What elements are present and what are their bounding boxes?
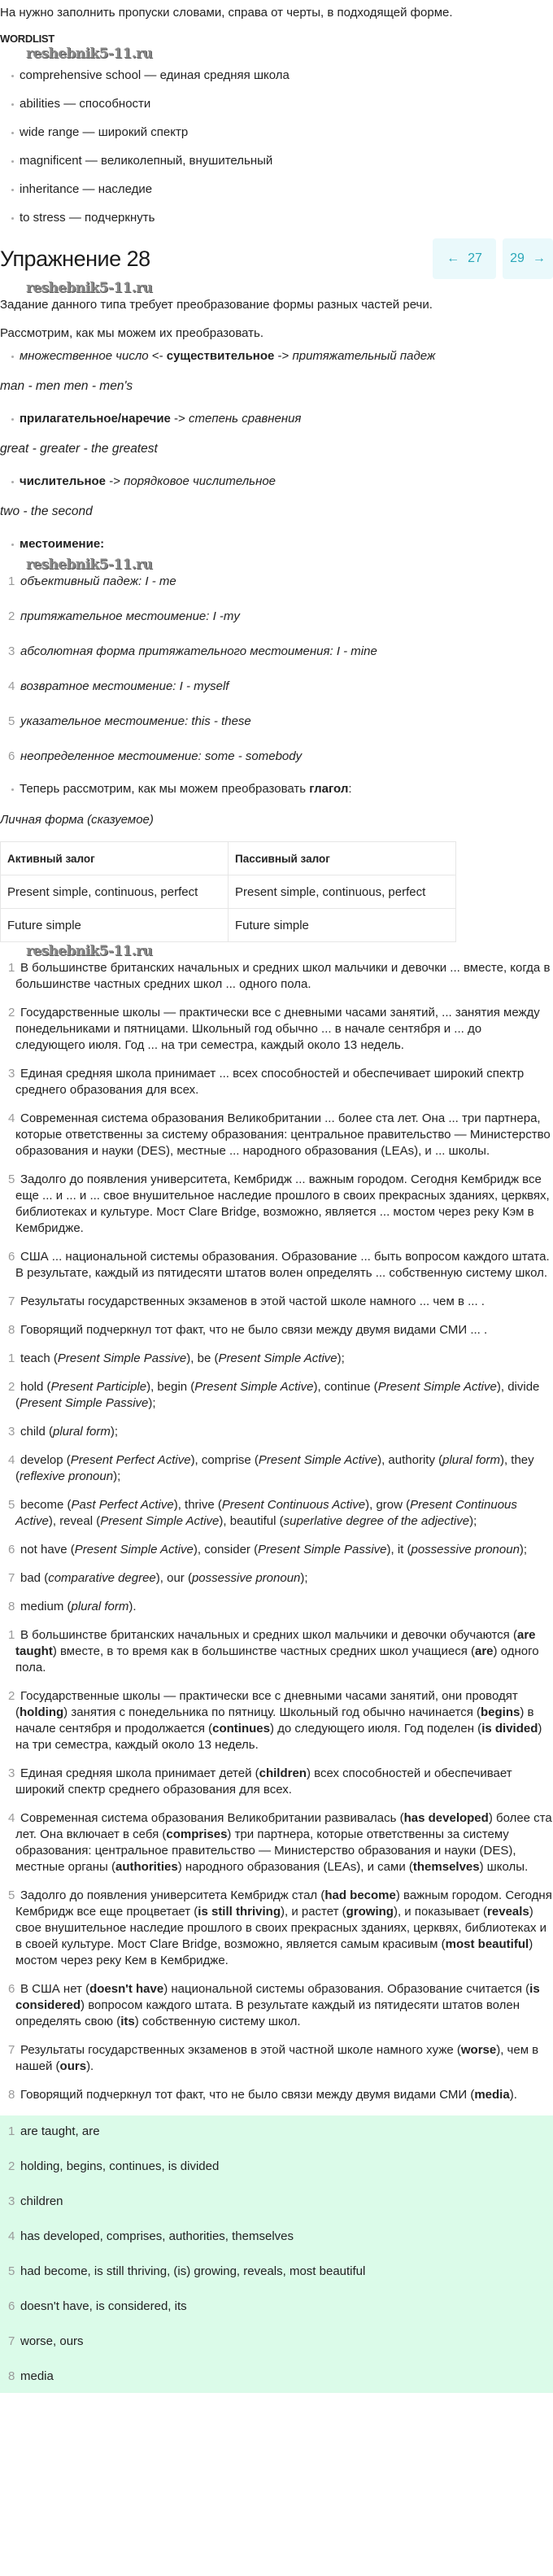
italic-text: порядковое числительное [124,474,276,488]
list-item [0,2042,553,2075]
list-item [0,1810,553,1875]
italic-text: Present Participle [50,1380,147,1394]
text: Результаты государственных экзаменов в этой частой школе намного ... чем в ... . [20,1295,485,1308]
text: ), authority ( [377,1453,443,1467]
list-item [0,1351,553,1367]
text: ) занятия с понедельника по пятницу. Школьный год обычно начинается ( [63,1705,481,1719]
grammar-rule [0,474,553,490]
item-number: 8 [8,1323,15,1337]
list-item [0,1172,553,1237]
task-description: Задание данного типа требует преобразование формы разных частей речи. [0,298,433,312]
text: ), beautiful ( [219,1514,284,1528]
watermark: reshebnik5-11.ru [26,943,153,959]
item-number: 7 [8,1571,15,1585]
italic-text: Present Simple Active [74,1543,194,1557]
text: ) национальной системы образования. Образование считается ( [163,1982,530,1996]
bold-text: begins [481,1705,520,1719]
item-number: 2 [8,609,15,623]
item-number: 8 [8,1600,15,1613]
italic-text: plural form [442,1453,500,1467]
text: hold ( [20,1380,51,1394]
item-number: 6 [8,1250,15,1264]
list-item [0,1888,553,1969]
table-header: Пассивный залог [229,842,456,875]
text: bad ( [20,1571,49,1585]
item-number: 6 [8,749,15,763]
italic-text: Present Simple Passive [57,1351,187,1365]
table-header: Активный залог [1,842,229,875]
item-number: 6 [8,2299,15,2313]
text: ); [110,1425,119,1439]
text: develop ( [20,1453,71,1467]
text: ) одного пола. [15,1644,539,1674]
full-answers [0,1627,553,2103]
item-number: 2 [8,1006,15,1019]
italic-text: Present Simple Active [194,1380,314,1394]
bold-text: are [474,1644,494,1658]
list-item: wide range — широкий спектр [0,124,553,141]
italic-text: Present Simple Active [377,1380,497,1394]
bold-text: comprises [166,1827,228,1841]
italic-text: Past Perfect Active [71,1498,174,1512]
text: Результаты государственных экзаменов в этой частной школе намного хуже ( [20,2043,461,2057]
text: ) школы. [479,1860,529,1874]
grammar-rule [0,536,553,552]
text: ) три партнера, которые ответственны за систему образования: центральное правительство — Министерство образования и науки (DES), местные органы ( [15,1827,516,1874]
hint-list [0,1351,553,1615]
exercise-nav [433,238,553,279]
text: ) важным городом. Сегодня Кембридж все еще процветает ( [15,1888,552,1919]
text: ) мостом через реку Кем в Кембридже. [15,1937,533,1967]
text: ). [128,1600,137,1613]
italic-text: Present Simple Active [258,1453,378,1467]
bold-text: глагол [309,782,349,796]
item-number: 4 [8,1111,15,1125]
text: ), be ( [186,1351,219,1365]
text: ); [148,1396,156,1410]
bold-text: continues [212,1722,270,1736]
pronoun-item [0,714,553,730]
italic-text: comparative degree [48,1571,156,1585]
grammar-rules [0,348,553,552]
item-number: 4 [8,1453,15,1467]
bold-text: holding [20,1705,64,1719]
italic-text: possessive pronoun [191,1571,301,1585]
verb-bullet-list [0,781,553,797]
text: ) собственную систему школ. [134,2015,301,2028]
item-number: 5 [8,714,15,728]
item-number: 2 [8,2159,15,2173]
bold-text: has developed [403,1811,489,1825]
bold-text: growing [346,1905,394,1919]
text: Государственные школы — практически все с дневными часами занятий, они проводят ( [15,1689,518,1719]
text: ), и показывает ( [393,1905,488,1919]
list-item [0,2124,553,2140]
text: Задолго до появления университета Кембридж стал ( [20,1888,325,1902]
list-item: magnificent — великолепный, внушительный [0,153,553,169]
bold-text: doesn't have [89,1982,164,1996]
text: ); [300,1571,308,1585]
text: Говорящий подчеркнул тот факт, что не было связи между двумя видами СМИ ... . [20,1323,488,1337]
bold-text: most beautiful [445,1937,529,1951]
rule-example: great - greater - the greatest [0,442,158,456]
short-answers [0,2124,553,2385]
rule-bullet [0,536,553,552]
pronoun-text: объективный падеж: I - me [20,574,176,588]
item-number: 3 [8,1766,15,1780]
item-number: 8 [8,2369,15,2383]
pronoun-text: возвратное местоимение: I - myself [20,679,229,693]
text: ) более ста лет. Она включает в себя ( [15,1811,552,1841]
text: ); [113,1469,121,1483]
grammar-rule [0,348,553,365]
text: <- [148,349,167,363]
list-item [0,2264,553,2280]
item-number: 6 [8,1543,15,1557]
arrow-left-icon: ← [446,251,460,265]
text: ), our ( [155,1571,192,1585]
list-item [0,1322,553,1338]
list-item [0,2229,553,2245]
rule-bullet [0,411,553,427]
wordlist [0,68,553,226]
item-number: 7 [8,1295,15,1308]
list-item [0,1066,553,1098]
instruction-text: На нужно заполнить пропуски словами, справа от черты, в подходящей форме. [0,6,453,20]
text: ) всех способностей и обеспечивает широкий спектр среднего образования для всех. [15,1766,512,1797]
answer-text: holding, begins, continues, is divided [20,2159,220,2173]
text: Теперь рассмотрим, как мы можем преобразовать [20,782,310,796]
table-cell: Present simple, continuous, perfect [229,875,456,909]
pronoun-item [0,609,553,625]
watermark: reshebnik5-11.ru [26,46,153,62]
prev-exercise-button[interactable] [433,238,496,279]
bold-text: reveals [487,1905,529,1919]
verb-caption: Личная форма (сказуемое) [0,813,154,827]
item-number: 1 [8,1628,15,1642]
list-item [0,1294,553,1310]
list-item [0,960,553,993]
bold-text: is divided [481,1722,538,1736]
prev-exercise-label: 27 [468,251,482,265]
table-row [1,909,456,942]
task-sentences [0,960,553,1338]
text: Государственные школы — практически все с дневными часами занятий, ... занятия между понедельниками и пятницами. Школьный год обычно ... в начале сентября и ... до следующего июля. Год ... на три семестра, каждый около 13 недель. [15,1006,540,1052]
text: ) вопросом каждого штата. В результате каждый из пятидесяти штатов волен определять свою ( [15,1998,520,2028]
answer-text: worse, ours [20,2334,84,2348]
text: ); [469,1514,477,1528]
italic-text: plural form [53,1425,111,1439]
next-exercise-label: 29 [510,251,525,265]
bold-text: is considered [15,1982,540,2012]
text: ), thrive ( [173,1498,222,1512]
rule-bullet [0,474,553,490]
list-item [0,2369,553,2385]
item-number: 3 [8,2194,15,2208]
bold-text: had become [324,1888,396,1902]
wordlist-heading: WORDLIST [0,33,54,45]
italic-text: притяжательный падеж [292,349,436,363]
item-number: 1 [8,1351,15,1365]
rule-bullet [0,348,553,365]
text: ); [519,1543,528,1557]
text: ), чем в нашей ( [15,2043,539,2073]
item-number: 3 [8,1425,15,1439]
text: В большинстве британских начальных и средних школ мальчики и девочки ... вместе, когда в большинстве частных средних школ ... одного пола. [15,961,551,991]
text: ), comprise ( [190,1453,259,1467]
italic-text: Present Continuous Active [15,1498,517,1528]
text: ), divide ( [15,1380,540,1410]
item-number: 5 [8,1888,15,1902]
italic-text: Present Simple Passive [20,1396,149,1410]
pronoun-text: указательное местоимение: this - these [20,714,251,728]
pronoun-text: абсолютная форма притяжательного местоимения: I - mine [20,644,377,658]
list-item [0,1627,553,1676]
text: ), continue ( [313,1380,378,1394]
italic-text: Present Simple Active [218,1351,337,1365]
text: Современная система образования Великобритании ... более ста лет. Она ... три партнера, которые ответственны за систему образования: центральное правительство — Министерство образования и науки (DES), местные ... народного образования (LEAs), и ... школы. [15,1111,551,1158]
italic-text: Present Simple Passive [258,1543,387,1557]
list-item: to stress — подчеркнуть [0,210,553,226]
arrow-right-icon: → [532,251,546,265]
item-number: 7 [8,2043,15,2057]
bold-text: its [120,2015,135,2028]
italic-text: possessive pronoun [411,1543,520,1557]
list-item [0,1570,553,1587]
italic-text: Present Simple Active [100,1514,220,1528]
list-item [0,1424,553,1440]
text: ), begin ( [146,1380,195,1394]
page-title: Упражнение 28 [0,246,150,271]
italic-text: множественное число [20,349,149,363]
text: ), grow ( [365,1498,411,1512]
item-number: 8 [8,2088,15,2102]
list-item: inheritance — наследие [0,181,553,198]
text: child ( [20,1425,54,1439]
list-item [0,2334,553,2350]
italic-text: Present Perfect Active [70,1453,191,1467]
list-item [0,1111,553,1159]
text: ) в начале сентября и продолжается ( [15,1705,534,1736]
watermark: reshebnik5-11.ru [26,280,153,296]
pronoun-item [0,644,553,660]
text: ), they ( [15,1453,534,1483]
exercise-header [0,238,553,279]
item-number: 1 [8,574,15,588]
item-number: 3 [8,1067,15,1081]
list-item [0,1249,553,1281]
text: ), и растет ( [280,1905,346,1919]
pronoun-item [0,749,553,765]
list-item [0,1497,553,1530]
bold-text: themselves [412,1860,480,1874]
bold-text: children [259,1766,307,1780]
list-item [0,2159,553,2175]
text: ). [509,2088,517,2102]
short-answers-panel [0,2115,553,2393]
text: Современная система образования Великобритании развивалась ( [20,1811,404,1825]
bold-text: прилагательное/наречие [20,412,171,426]
text: become ( [20,1498,72,1512]
list-item [0,2194,553,2210]
bold-text: числительное [20,474,107,488]
watermark: reshebnik5-11.ru [26,557,153,573]
item-number: 4 [8,1811,15,1825]
text: США ... национальной системы образования. Образование ... быть вопросом каждого штата. В результате, каждый из пятидесяти штатов волен определять ... собственную систему школ. [15,1250,550,1280]
bold-text: worse [460,2043,497,2057]
list-item [0,1766,553,1798]
item-number: 5 [8,1172,15,1186]
text: В США нет ( [20,1982,90,1996]
item-number: 7 [8,2334,15,2348]
pronoun-text: притяжательное местоимение: I -my [20,609,240,623]
answer-text: has developed, comprises, authorities, themselves [20,2229,294,2243]
list-item [0,1005,553,1054]
list-item: comprehensive school — единая средняя школа [0,68,553,84]
table-cell: Future simple [229,909,456,942]
pronoun-item [0,574,553,590]
pronoun-list [0,574,553,765]
text: ) до следующего июля. Год поделен ( [269,1722,482,1736]
text: teach ( [20,1351,58,1365]
answer-text: had become, is still thriving, (is) growing, reveals, most beautiful [20,2264,366,2278]
text: Единая средняя школа принимает ... всех способностей и обеспечивает широкий спектр среднего образования для всех. [15,1067,525,1097]
voice-table [0,841,456,942]
list-item: abilities — способности [0,96,553,112]
italic-text: степень сравнения [188,412,302,426]
text: not have ( [20,1543,75,1557]
text: ) свое внушительное наследие прошлого в своих прекрасных зданиях, церквях, библиотеках и в своей культуре. Мост Clare Bridge, возможно, является самым красивым ( [15,1905,547,1951]
text: ), it ( [386,1543,411,1557]
list-item [0,1542,553,1558]
pronoun-text: неопределенное местоимение: some - somebody [20,749,303,763]
table-cell: Present simple, continuous, perfect [1,875,229,909]
item-number: 2 [8,1380,15,1394]
text: -> [274,349,293,363]
text: ), reveal ( [48,1514,101,1528]
text: ). [86,2059,94,2073]
bold-text: ours [59,2059,87,2073]
text: ) народного образования (LEAs), и сами ( [177,1860,413,1874]
bold-text: authorities [115,1860,178,1874]
task-description-2: Рассмотрим, как мы можем их преобразовать. [0,326,264,340]
rule-example: man - men men - men's [0,379,133,393]
list-item [0,1981,553,2030]
italic-text: plural form [71,1600,129,1613]
text: ), consider ( [193,1543,259,1557]
item-number: 4 [8,2229,15,2243]
text: -> [170,412,189,426]
item-number: 1 [8,2124,15,2138]
rule-example: two - the second [0,504,93,518]
item-number: 5 [8,1498,15,1512]
bold-text: существительное [166,349,275,363]
verb-bullet [0,781,553,797]
text: : [348,782,352,796]
bold-text: media [474,2088,510,2102]
bold-text: местоимение: [20,537,105,551]
italic-text: superlative degree of the adjective [283,1514,470,1528]
item-number: 4 [8,679,15,693]
bold-text: is still thriving [198,1905,281,1919]
item-number: 2 [8,1689,15,1703]
pronoun-item [0,679,553,695]
next-exercise-button[interactable] [503,238,553,279]
text: В большинстве британских начальных и средних школ мальчики и девочки обучаются ( [20,1628,517,1642]
list-item [0,1379,553,1412]
text: -> [106,474,124,488]
item-number: 1 [8,961,15,975]
item-number: 3 [8,644,15,658]
text: Единая средняя школа принимает детей ( [20,1766,259,1780]
table-row [1,875,456,909]
text: Говорящий подчеркнул тот факт, что не было связи между двумя видами СМИ ( [20,2088,475,2102]
text: ) вместе, в то время как в большинстве частных средних школ учащиеся ( [52,1644,475,1658]
table-cell: Future simple [1,909,229,942]
list-item [0,2299,553,2315]
answer-text: media [20,2369,54,2383]
text: Задолго до появления университета, Кембридж ... важным городом. Сегодня Кембридж все еще ... и ... и ... свое внушительное наследие прошлого в своих прекрасных зданиях, церквях, библиотеках и культуре. Мост Clare Bridge, возможно, является ... мостом через реку Кэм в Кембридже. [15,1172,550,1235]
answer-text: children [20,2194,63,2208]
text: ); [337,1351,345,1365]
grammar-rule [0,411,553,427]
bold-text: are taught [15,1628,536,1658]
answer-text: doesn't have, is considered, its [20,2299,187,2313]
list-item [0,1688,553,1753]
list-item [0,2087,553,2103]
answer-text: are taught, are [20,2124,100,2138]
item-number: 5 [8,2264,15,2278]
italic-text: Present Continuous Active [221,1498,366,1512]
text: ) на три семестра, каждый около 13 недель. [15,1722,542,1752]
list-item [0,1599,553,1615]
item-number: 6 [8,1982,15,1996]
list-item [0,1452,553,1485]
text: medium ( [20,1600,72,1613]
italic-text: reflexive pronoun [20,1469,114,1483]
